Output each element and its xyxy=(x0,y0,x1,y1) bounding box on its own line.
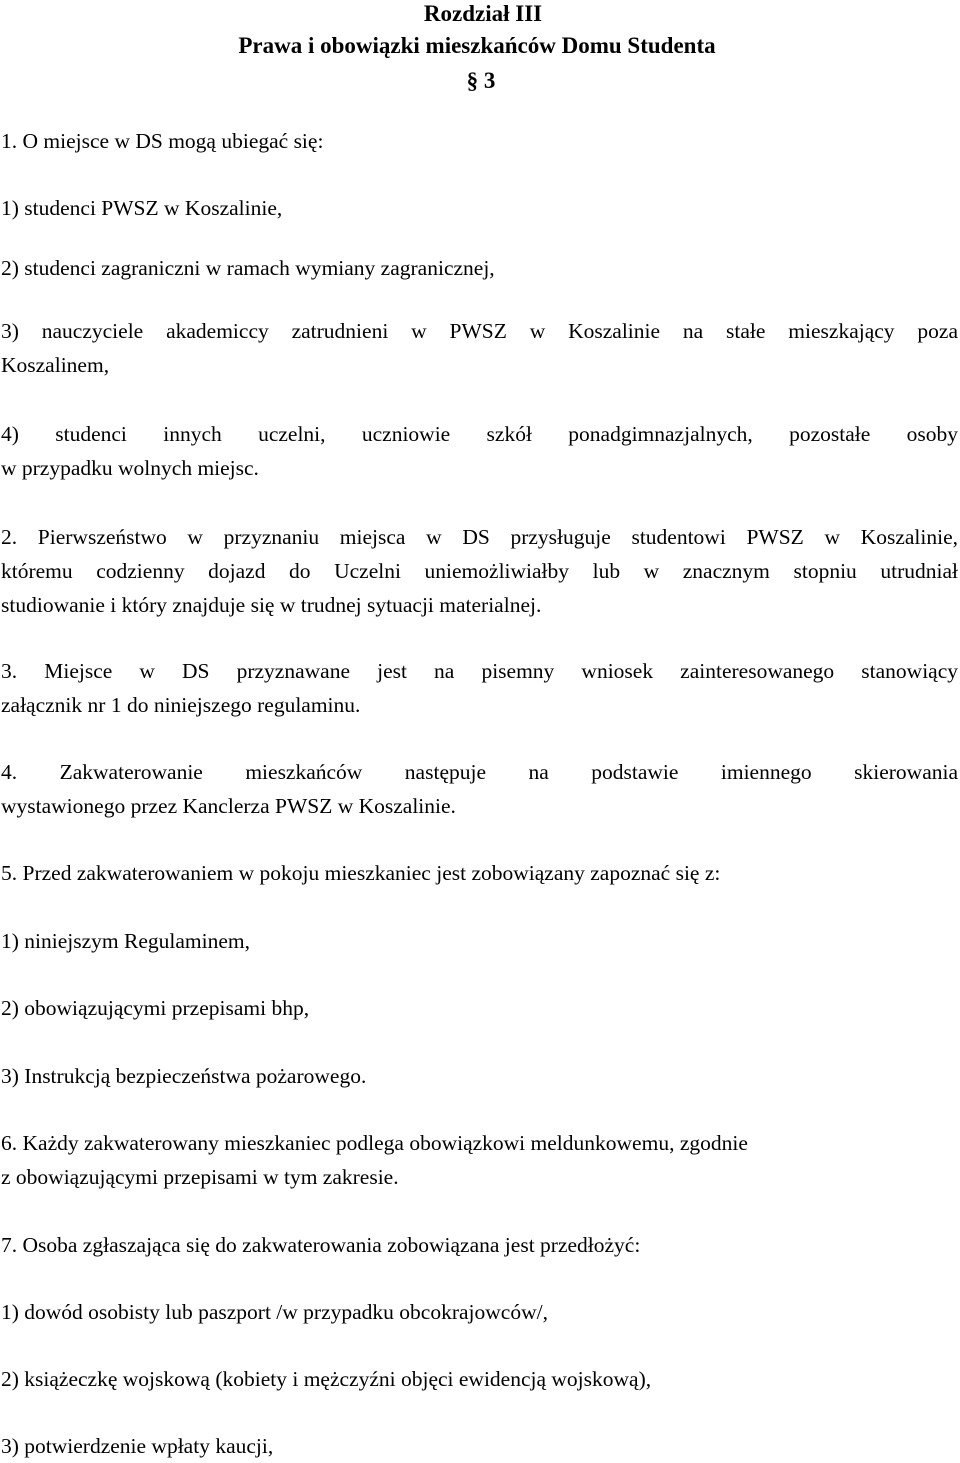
paragraph-line-2: wystawionego przez Kanclerza PWSZ w Koszalinie. xyxy=(1,794,456,818)
list-item-5-3 xyxy=(1,1059,958,1093)
section-number: § 3 xyxy=(466,68,496,93)
paragraph-line-2: któremu codzienny dojazd do Uczelni uniemożliwiałby lub w znacznym stopniu utrudniał xyxy=(1,559,958,583)
chapter-title: Rozdział III xyxy=(423,1,543,26)
paragraph-7 xyxy=(1,1228,958,1262)
paragraph-5-text: 5. Przed zakwaterowaniem w pokoju mieszkaniec jest zobowiązany zapoznać się z: xyxy=(1,861,721,885)
list-item-text: 2) książeczkę wojskową (kobiety i mężczyźni objęci ewidencją wojskową), xyxy=(1,1367,652,1391)
paragraph-line-3: studiowanie i który znajduje się w trudnej sytuacji materialnej. xyxy=(1,593,542,617)
paragraph-1 xyxy=(1,124,958,158)
paragraph-4 xyxy=(1,755,958,823)
list-item-5-1 xyxy=(1,924,958,958)
list-item-text: 1) studenci PWSZ w Koszalinie, xyxy=(1,196,283,220)
paragraph-line-2: załącznik nr 1 do niniejszego regulaminu. xyxy=(1,693,361,717)
list-item-text: 2) obowiązującymi przepisami bhp, xyxy=(1,996,310,1020)
paragraph-line-1: 6. Każdy zakwaterowany mieszkaniec podlega obowiązkowi meldunkowemu, zgodnie xyxy=(1,1131,748,1155)
paragraph-7-text: 7. Osoba zgłaszająca się do zakwaterowania zobowiązana jest przedłożyć: xyxy=(1,1233,641,1257)
list-item-text: 1) dowód osobisty lub paszport /w przypadku obcokrajowców/, xyxy=(1,1300,548,1324)
paragraph-2 xyxy=(1,520,958,622)
list-item-line-2: w przypadku wolnych miejsc. xyxy=(1,456,259,480)
paragraph-line-1: 2. Pierwszeństwo w przyznaniu miejsca w DS przysługuje studentowi PWSZ w Koszalinie, xyxy=(1,525,958,549)
list-item-1-1 xyxy=(1,191,958,225)
paragraph-3 xyxy=(1,654,958,722)
list-item-1-3 xyxy=(1,314,958,382)
list-item-text: 1) niniejszym Regulaminem, xyxy=(1,929,250,953)
list-item-text: 3) potwierdzenie wpłaty kaucji, xyxy=(1,1434,274,1458)
list-item-1-4 xyxy=(1,417,958,485)
paragraph-1-text: 1. O miejsce w DS mogą ubiegać się: xyxy=(1,129,324,153)
list-item-line-1: 3) nauczyciele akademiccy zatrudnieni w PWSZ w Koszalinie na stałe mieszkający poza xyxy=(1,319,958,343)
chapter-subtitle: Prawa i obowiązki mieszkańców Domu Studenta xyxy=(238,33,716,58)
list-item-7-2 xyxy=(1,1362,958,1396)
list-item-text: 3) Instrukcją bezpieczeństwa pożarowego. xyxy=(1,1064,367,1088)
paragraph-line-1: 4. Zakwaterowanie mieszkańców następuje na podstawie imiennego skierowania xyxy=(1,760,958,784)
list-item-line-1: 4) studenci innych uczelni, uczniowie szkół ponadgimnazjalnych, pozostałe osoby xyxy=(1,422,958,446)
list-item-7-1 xyxy=(1,1295,958,1329)
list-item-1-2 xyxy=(1,251,958,285)
paragraph-line-2: z obowiązującymi przepisami w tym zakresie. xyxy=(1,1165,399,1189)
paragraph-line-1: 3. Miejsce w DS przyznawane jest na pisemny wniosek zainteresowanego stanowiący xyxy=(1,659,958,683)
list-item-text: 2) studenci zagraniczni w ramach wymiany zagranicznej, xyxy=(1,256,495,280)
paragraph-6 xyxy=(1,1126,958,1194)
list-item-line-2: Koszalinem, xyxy=(1,353,110,377)
list-item-5-2 xyxy=(1,991,958,1025)
list-item-7-3 xyxy=(1,1429,958,1463)
paragraph-5 xyxy=(1,856,958,890)
